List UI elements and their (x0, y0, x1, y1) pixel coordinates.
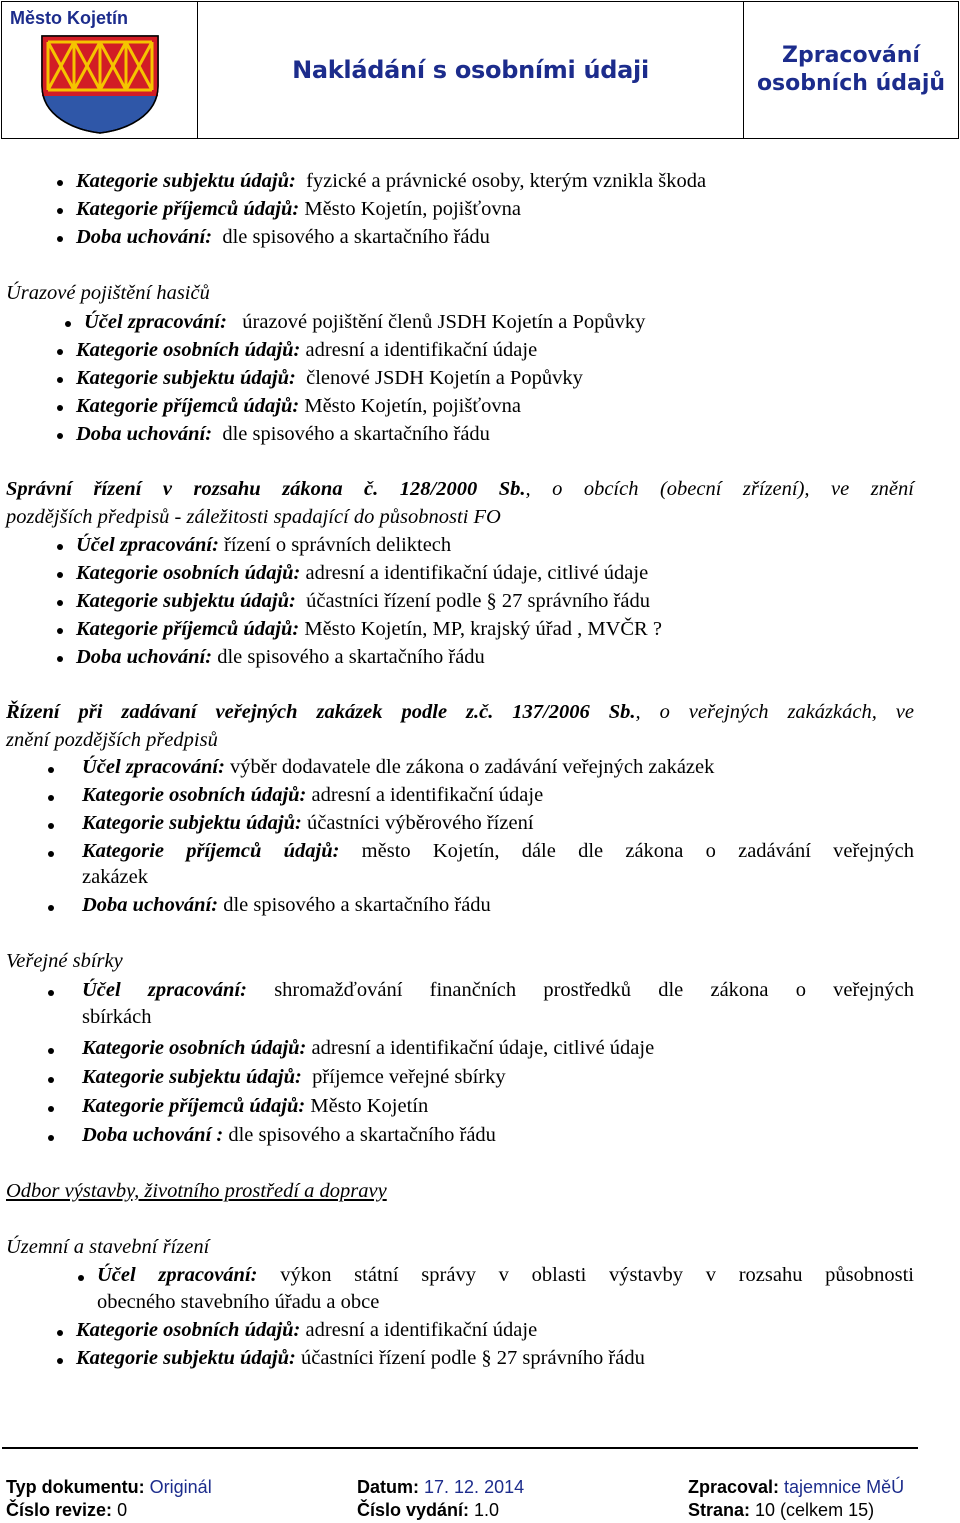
item-kat-prij: Kategorie příjemců údajů: Město Kojetín, MP, krajský úřad , MVČR ? (76, 618, 662, 640)
footer-doc-type: Typ dokumentu: Originál (6, 1477, 212, 1497)
footer-rule (2, 1447, 918, 1449)
title-cell (198, 2, 744, 138)
item-ucel-cont: obecného stavebního úřadu a obce (97, 1291, 380, 1313)
item-ucel-cont: sbírkách (82, 1006, 152, 1028)
item-ucel: Účel zpracování: úrazové pojištění členů JSDH Kojetín a Popůvky (84, 311, 646, 333)
bullet (57, 656, 63, 662)
item-kat-prij: Kategorie příjemců údajů: Město Kojetín, pojišťovna (76, 198, 521, 220)
bullet (48, 990, 54, 996)
item-kat-osob: Kategorie osobních údajů: adresní a identifikační údaje (76, 1319, 538, 1341)
item-ucel: Účel zpracování: shromažďování finančních prostředků dle zákona o veřejných (82, 979, 914, 1001)
bullet (57, 600, 63, 606)
item-kat-osob: Kategorie osobních údajů: adresní a identifikační údaje, citlivé údaje (76, 562, 649, 584)
item-kat-osob: Kategorie osobních údajů: adresní a identifikační údaje, citlivé údaje (82, 1037, 655, 1059)
category-cell (744, 2, 958, 138)
footer-revision: Číslo revize: 0 (6, 1500, 128, 1520)
section-title: Územní a stavební řízení (6, 1236, 210, 1258)
item-kat-subj: Kategorie subjektu údajů: členové JSDH Kojetín a Popůvky (76, 367, 583, 389)
bullet (65, 321, 71, 327)
document-header (1, 1, 959, 139)
bullet (48, 767, 54, 773)
department-heading: Odbor výstavby, životního prostředí a dopravy (6, 1180, 387, 1202)
item-kat-prij: Kategorie příjemců údajů: město Kojetín, dále dle zákona o zadávání veřejných (82, 840, 914, 862)
bullet (57, 544, 63, 550)
item-kat-osob: Kategorie osobních údajů: adresní a identifikační údaje (76, 339, 538, 361)
item-doba: Doba uchování: dle spisového a skartačního řádu (76, 423, 490, 445)
section-title: Správní řízení v rozsahu zákona č. 128/2000 Sb., o obcích (obecní zřízení), ve znění (6, 478, 914, 500)
bullet (48, 1135, 54, 1141)
category-label (757, 42, 945, 98)
item-kat-prij: Kategorie příjemců údajů: Město Kojetín (82, 1095, 429, 1117)
bullet (57, 236, 63, 242)
footer-page: Strana: 10 (celkem 15) (688, 1500, 875, 1520)
section-title-line-2: pozdějších předpisů - záležitosti spadající do působnosti FO (6, 506, 501, 528)
item-doba: Doba uchování: dle spisového a skartačního řádu (76, 646, 485, 668)
bullet (57, 349, 63, 355)
bullet (57, 572, 63, 578)
item-doba: Doba uchování: dle spisového a skartačního řádu (82, 894, 491, 916)
footer-author: Zpracoval: tajemnice MěÚ (688, 1477, 905, 1497)
bullet (57, 1358, 63, 1364)
item-kat-subj: Kategorie subjektu údajů: fyzické a právnické osoby, kterým vznikla škoda (76, 170, 707, 192)
item-kat-subj: Kategorie subjektu údajů: příjemce veřejné sbírky (82, 1066, 506, 1088)
logo-cell (2, 2, 198, 138)
section-title-line-2: znění pozdějších předpisů (6, 729, 218, 751)
item-doba: Doba uchování : dle spisového a skartačního řádu (82, 1124, 496, 1146)
item-kat-subj: Kategorie subjektu údajů: účastníci řízení podle § 27 správního řádu (76, 1347, 645, 1369)
bullet (48, 795, 54, 801)
item-kat-subj: Kategorie subjektu údajů: účastníci výběrového řízení (82, 812, 534, 834)
item-kat-osob: Kategorie osobních údajů: adresní a identifikační údaje (82, 784, 544, 806)
item-doba: Doba uchování: dle spisového a skartačního řádu (76, 226, 490, 248)
bullet (78, 1275, 84, 1281)
footer-issue: Číslo vydání: 1.0 (357, 1500, 500, 1520)
item-kat-prij: Kategorie příjemců údajů: Město Kojetín, pojišťovna (76, 395, 521, 417)
item-kat-subj: Kategorie subjektu údajů: účastníci řízení podle § 27 správního řádu (76, 590, 650, 612)
item-kat-prij-cont: zakázek (82, 866, 148, 888)
bullet (48, 1048, 54, 1054)
footer-date: Datum: 17. 12. 2014 (357, 1477, 525, 1497)
section-title: Řízení při zadávaní veřejných zakázek podle z.č. 137/2006 Sb., o veřejných zakázkách, ve (6, 701, 914, 723)
section-title: Veřejné sbírky (6, 950, 123, 972)
coat-of-arms-icon (40, 34, 160, 134)
bullet (57, 1330, 63, 1336)
bullet (57, 405, 63, 411)
bullet (57, 433, 63, 439)
bullet (48, 905, 54, 911)
bullet (57, 180, 63, 186)
item-ucel: Účel zpracování: řízení o správních deliktech (76, 534, 452, 556)
bullet (57, 208, 63, 214)
item-ucel: Účel zpracování: výkon státní správy v oblasti výstavby v rozsahu působnosti (97, 1264, 915, 1286)
bullet (48, 851, 54, 857)
bullet (57, 377, 63, 383)
bullet (48, 823, 54, 829)
bullet (48, 1106, 54, 1112)
category-line-1: Zpracování (782, 43, 920, 68)
document-title: Nakládání s osobními údaji (292, 56, 649, 84)
section-title: Úrazové pojištění hasičů (6, 282, 210, 304)
category-line-2: osobních údajů (756, 71, 946, 96)
bullet (48, 1077, 54, 1083)
item-ucel: Účel zpracování: výběr dodavatele dle zákona o zadávání veřejných zakázek (82, 756, 715, 778)
bullet (57, 628, 63, 634)
logo-text: Město Kojetín (10, 8, 129, 28)
